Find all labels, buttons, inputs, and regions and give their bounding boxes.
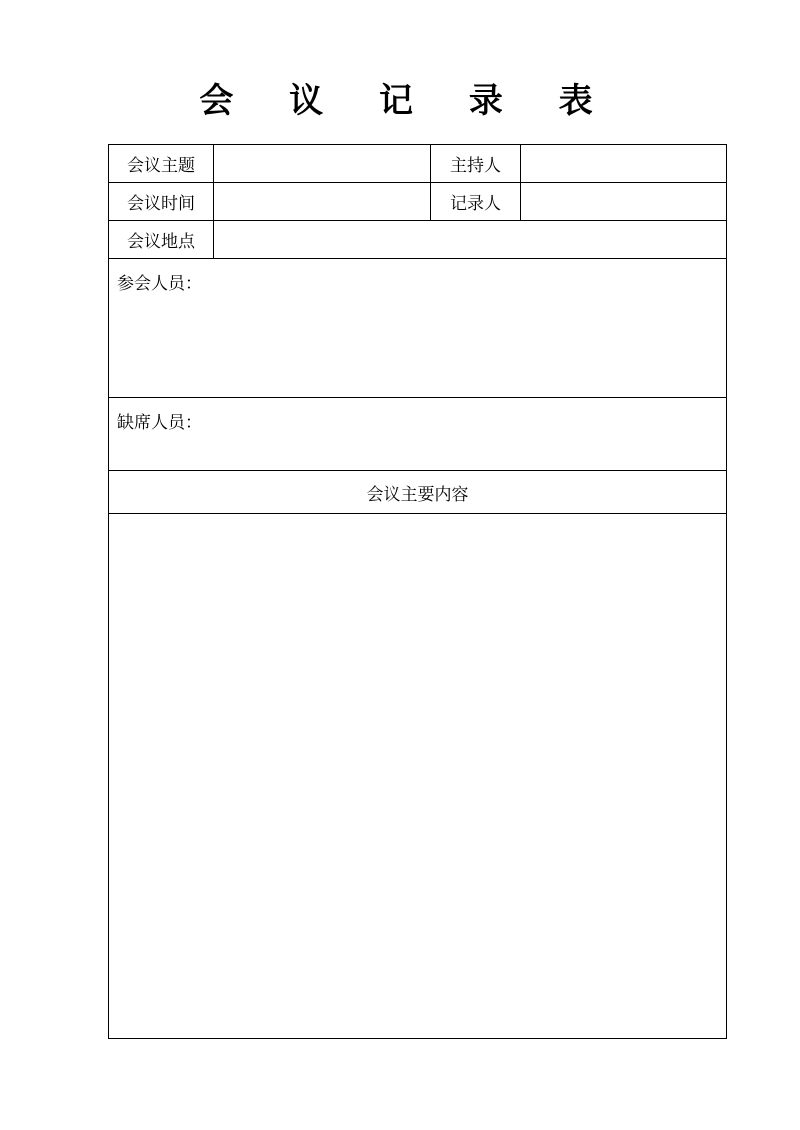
topic-field[interactable] bbox=[214, 145, 431, 183]
content-field[interactable] bbox=[109, 514, 727, 1039]
attendees-label: 参会人员： bbox=[117, 274, 202, 294]
row-content bbox=[109, 514, 727, 1039]
recorder-field[interactable] bbox=[521, 183, 727, 221]
time-label: 会议时间 bbox=[109, 183, 214, 221]
absentees-label: 缺席人员： bbox=[117, 413, 202, 433]
host-field[interactable] bbox=[521, 145, 727, 183]
row-topic bbox=[109, 145, 727, 183]
topic-label: 会议主题 bbox=[109, 145, 214, 183]
content-header: 会议主要内容 bbox=[109, 471, 727, 514]
meeting-record-table bbox=[108, 144, 727, 1039]
host-label: 主持人 bbox=[431, 145, 521, 183]
form-title: 会 议 记 录 表 bbox=[199, 81, 615, 121]
location-field[interactable] bbox=[214, 221, 727, 259]
attendees-field[interactable] bbox=[109, 259, 727, 398]
row-absentees bbox=[109, 398, 727, 471]
absentees-field[interactable] bbox=[109, 398, 727, 471]
location-label: 会议地点 bbox=[109, 221, 214, 259]
time-field[interactable] bbox=[214, 183, 431, 221]
row-content-header bbox=[109, 471, 727, 514]
row-location bbox=[109, 221, 727, 259]
row-attendees bbox=[109, 259, 727, 398]
recorder-label: 记录人 bbox=[431, 183, 521, 221]
row-time bbox=[109, 183, 727, 221]
